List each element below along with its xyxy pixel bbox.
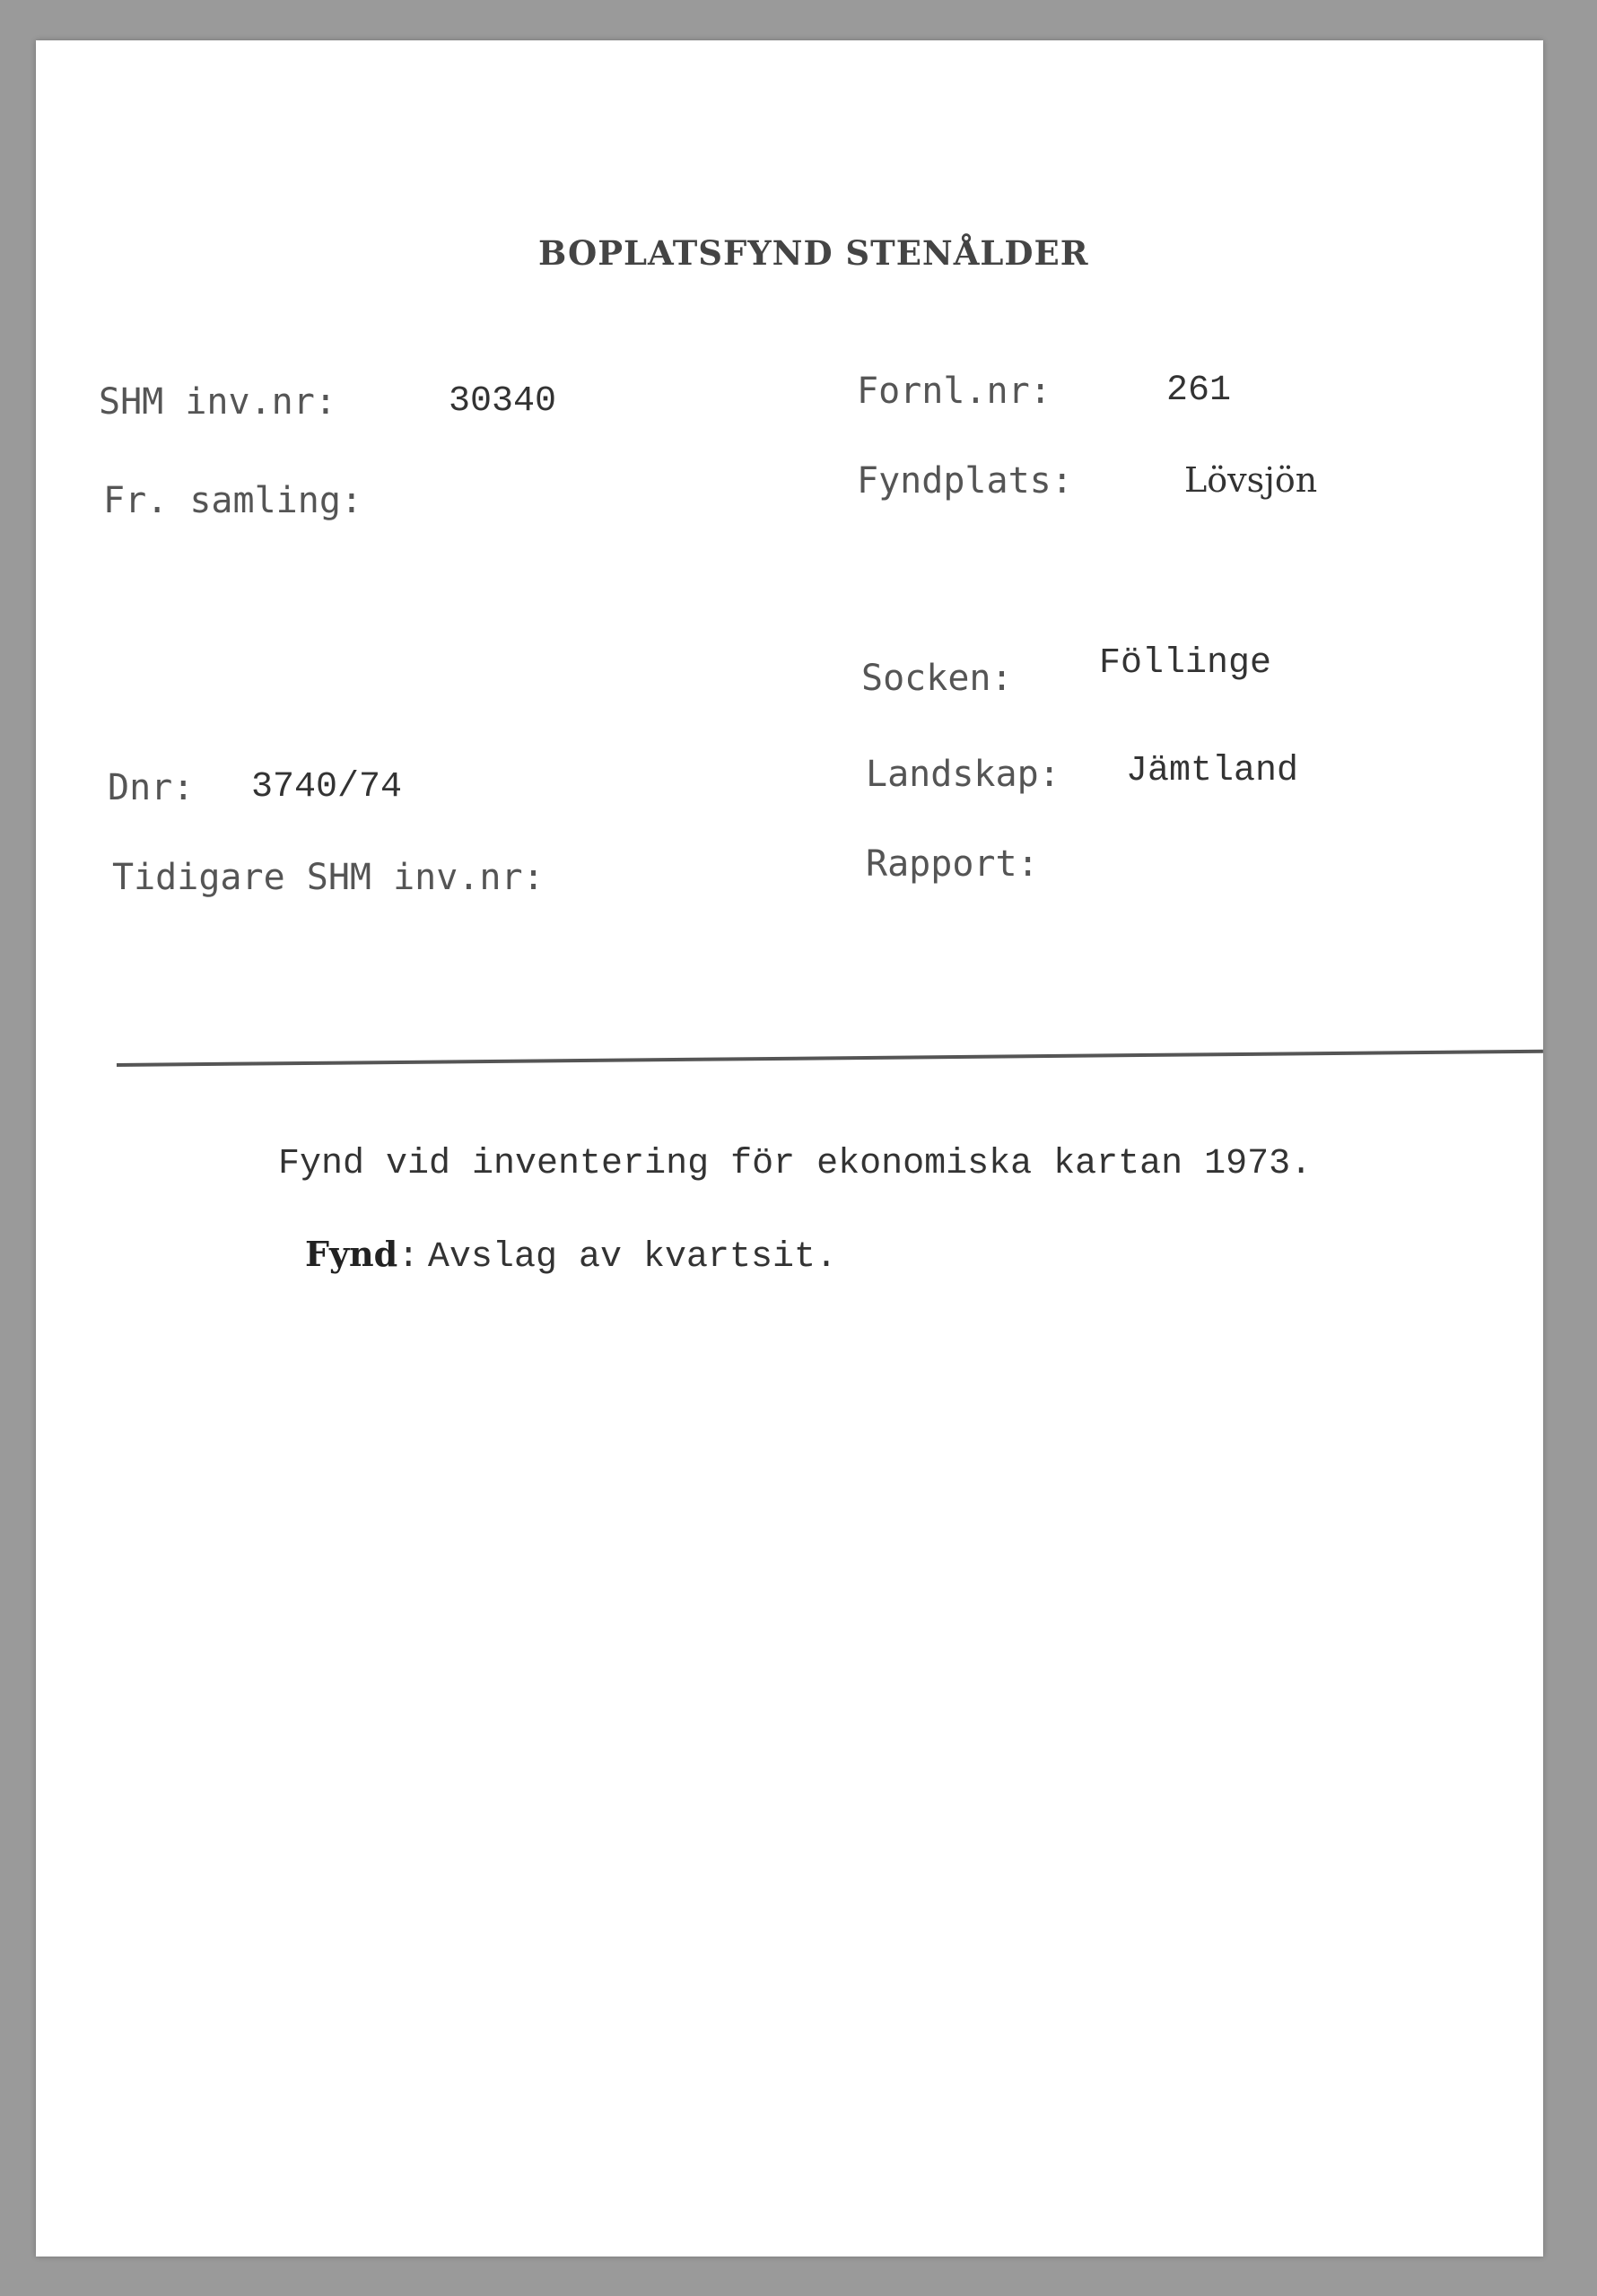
socken-label: Socken: [861,658,1013,699]
catalog-card [36,40,1543,2257]
shm-inv-label: SHM inv.nr: [99,381,336,423]
dnr-label: Dnr: [108,767,195,808]
dnr-value: 3740/74 [251,767,403,808]
shm-inv-value: 30340 [449,381,557,422]
fyndplats-value: Lövsjön [1184,460,1318,500]
note-line: Fynd vid inventering för ekonomiska kartan 1973. [278,1144,1313,1184]
tidigare-shm-inv-label: Tidigare SHM inv.nr: [112,857,545,898]
divider-line [117,1050,1543,1067]
card-title: BOPLATSFYND STENÅLDER [538,233,1089,273]
landskap-value: Jämtland [1126,751,1299,791]
fynd-value: Avslag av kvartsit. [427,1237,837,1278]
fynd-label: Fynd [305,1234,398,1274]
fynd-row [305,1234,837,1278]
fornl-value: 261 [1166,371,1232,411]
fynd-colon: : [397,1237,420,1278]
fr-samling-label: Fr. samling: [103,480,362,521]
landskap-label: Landskap: [866,754,1060,795]
rapport-label: Rapport: [866,843,1039,885]
fornl-label: Fornl.nr: [857,371,1052,412]
socken-value: Föllinge [1099,643,1272,684]
fyndplats-label: Fyndplats: [857,460,1073,502]
